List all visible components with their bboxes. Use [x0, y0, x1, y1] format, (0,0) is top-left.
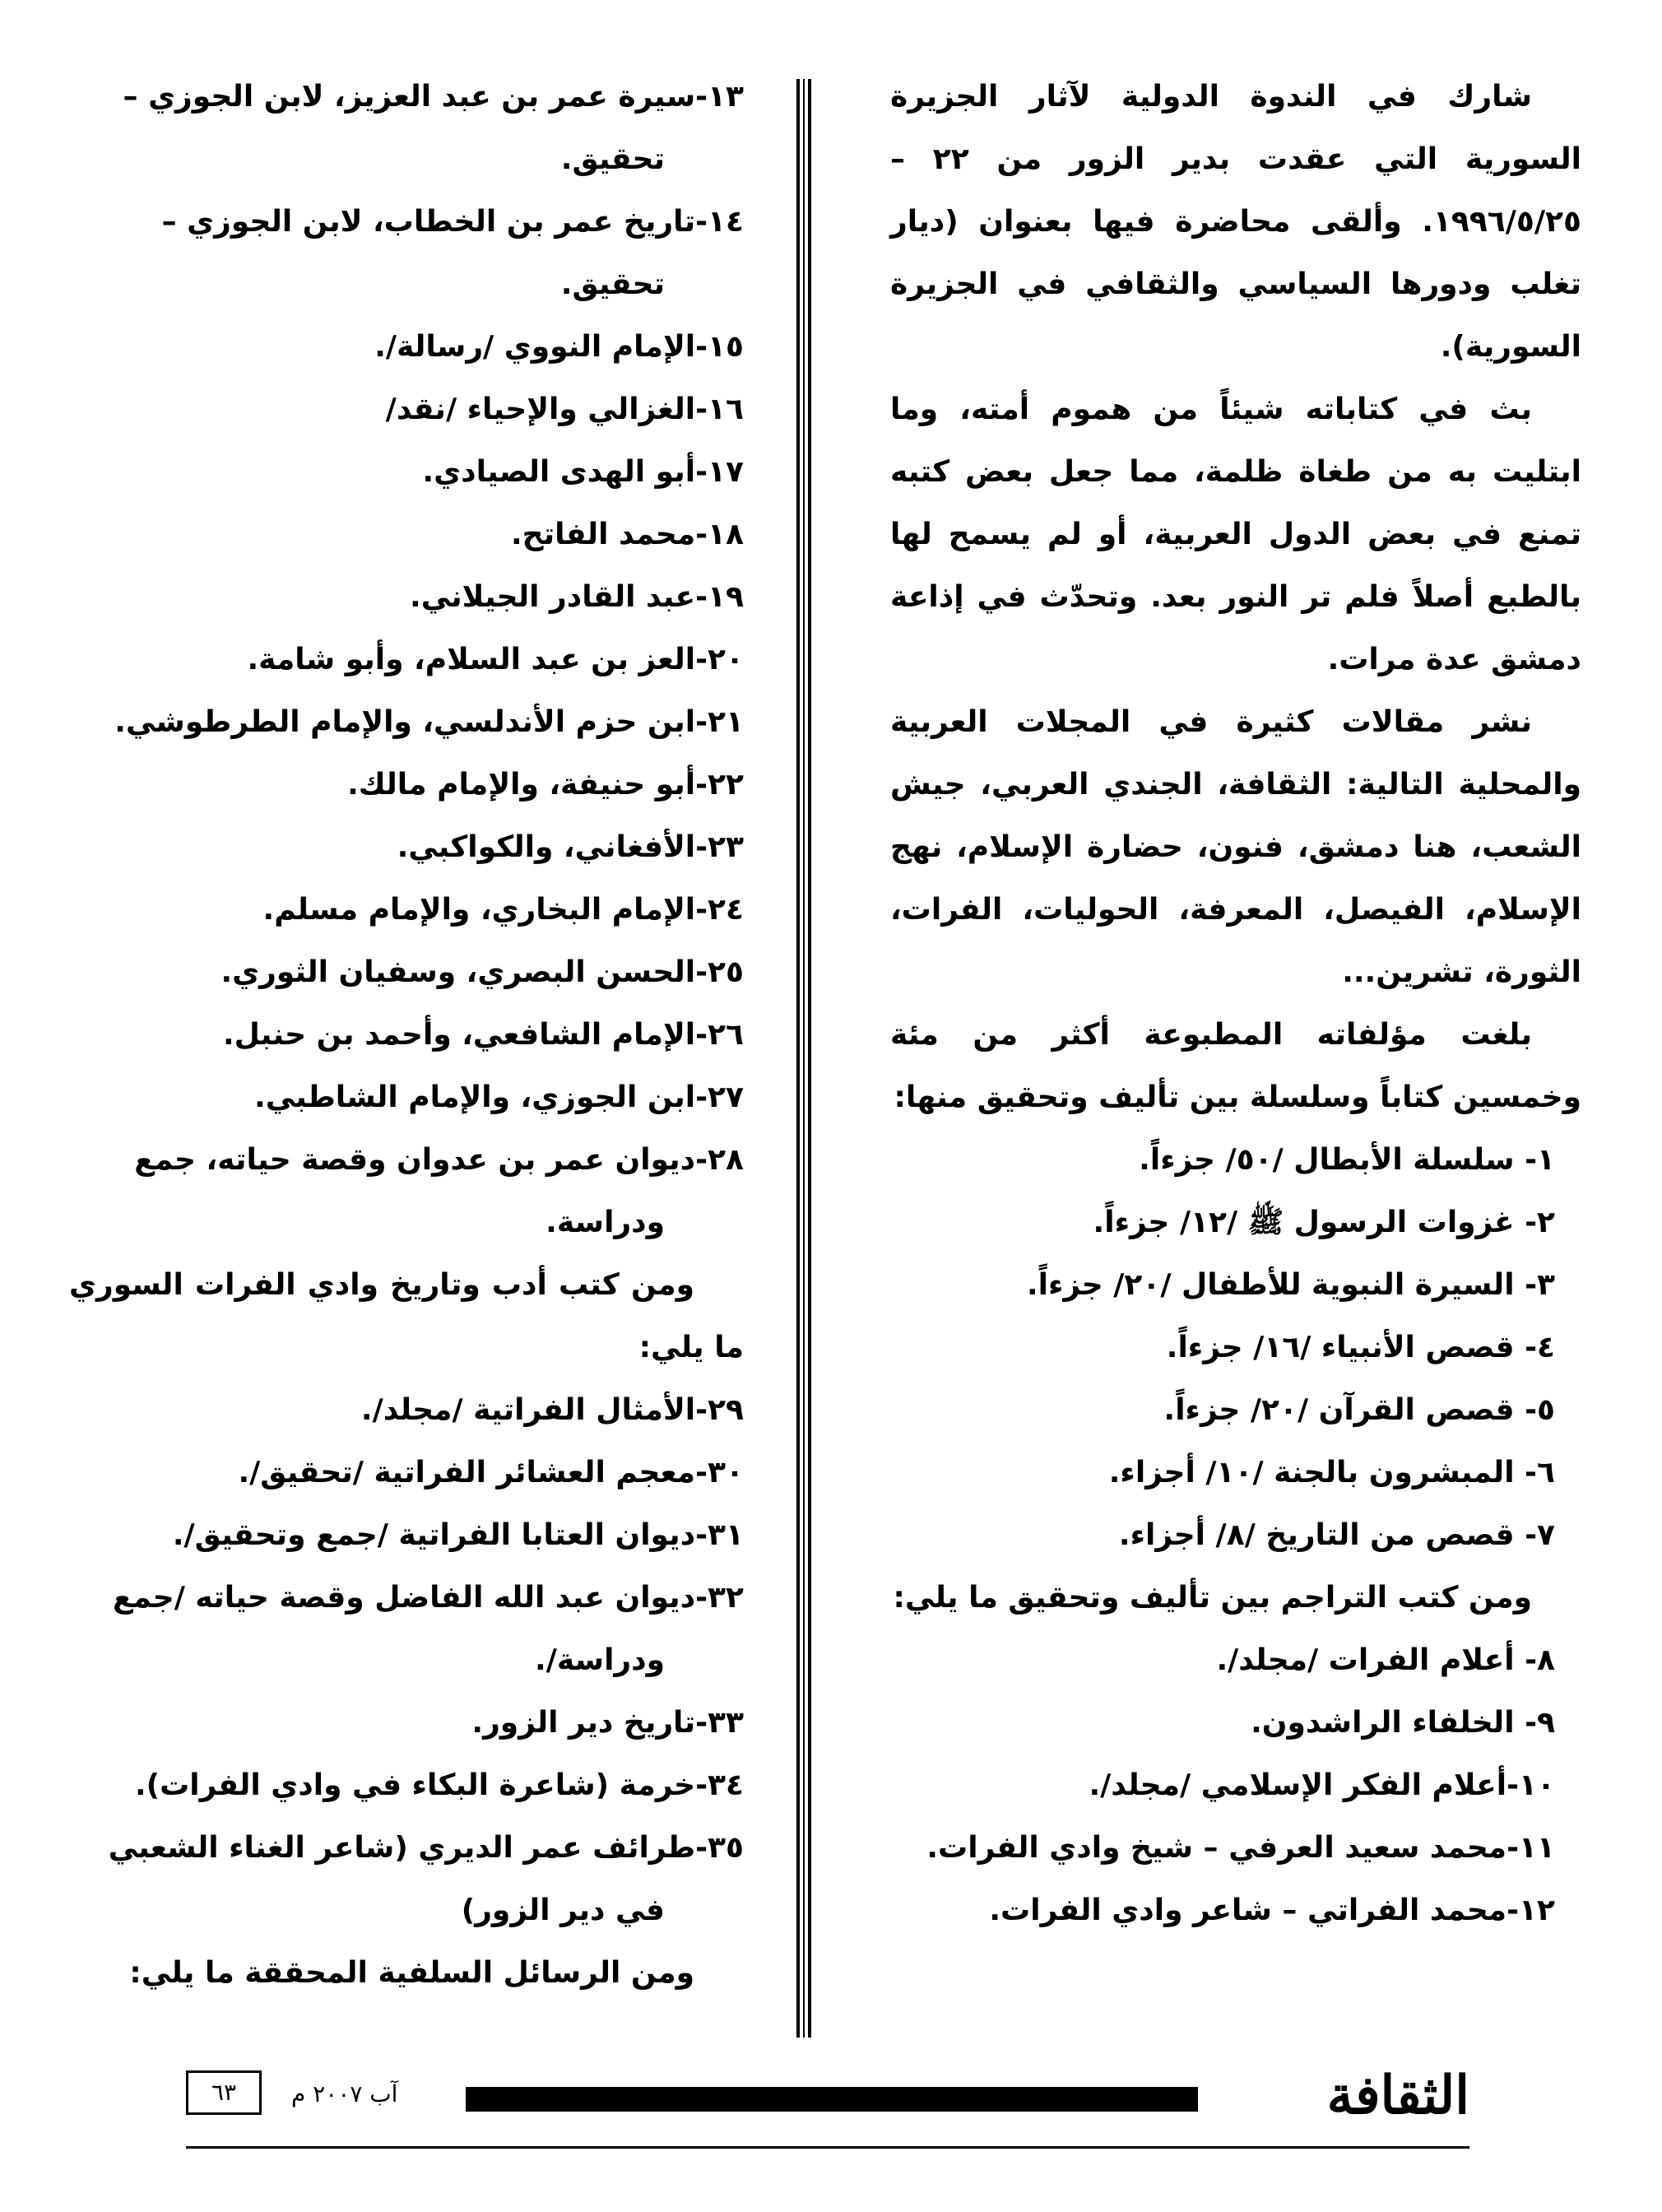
list-item: ٦- المبشرون بالجنة /١٠/ أجزاء. — [1108, 1456, 1555, 1489]
works-list-series — [890, 1129, 1581, 1567]
list-item: ١٣-سيرة عمر بن عبد العزيز، لابن الجوزي – تحقيق. — [123, 80, 744, 176]
list-item: ٣- السيرة النبوية للأطفال /٢٠/ جزءاً. — [1026, 1268, 1555, 1302]
list-item: ٢٧-ابن الجوزي، والإمام الشاطبي. — [254, 1080, 744, 1114]
works-list-euphrates — [69, 1379, 744, 1942]
list-item: ٢٠-العز بن عبد السلام، وأبو شامة. — [247, 643, 744, 676]
list-item: ٢- غزوات الرسول ﷺ /١٢/ جزءاً. — [1093, 1206, 1555, 1239]
list-item: ٤- قصص الأنبياء /١٦/ جزءاً. — [1166, 1331, 1555, 1364]
list-item: ١١-محمد سعيد العرفي – شيخ وادي الفرات. — [926, 1831, 1555, 1865]
list-item: ٢٤-الإمام البخاري، والإمام مسلم. — [262, 893, 744, 927]
list-item: ٢٩-الأمثال الفراتية /مجلد/. — [360, 1393, 744, 1427]
paragraph-articles: نشر مقالات كثيرة في المجلات العربية والمحلية التالية: الثقافة، الجندي العربي، جيش الشعب، هنا دمشق، فنون، حضارة الإسلام، نهج الإسلام، الفيصل، المعرفة، الحوليات، الفرات، الثورة، تشرين... — [890, 705, 1581, 989]
footer-bar — [466, 2087, 1198, 2112]
issue-date: آب ٢٠٠٧ م — [291, 2080, 398, 2107]
paragraph-biographies: ومن كتب التراجم بين تأليف وتحقيق ما يلي: — [893, 1581, 1532, 1615]
list-item: ١٨-محمد الفاتح. — [510, 518, 744, 551]
list-item: ٢٣-الأفغاني، والكواكبي. — [397, 830, 744, 864]
paragraph-works-count: بلغت مؤلفاته المطبوعة أكثر من مئة وخمسين كتاباً وسلسلة بين تأليف وتحقيق منها: — [890, 1018, 1581, 1114]
list-item: ٣٤-خرمة (شاعرة البكاء في وادي الفرات). — [134, 1768, 744, 1802]
list-item: ١٦-الغزالي والإحياء /نقد/ — [385, 393, 744, 426]
works-list-biographies — [890, 1629, 1581, 1942]
list-item: ١٤-تاريخ عمر بن الخطاب، لابن الجوزي – تحقيق. — [161, 205, 744, 301]
list-item: ١٢-محمد الفراتي – شاعر وادي الفرات. — [989, 1894, 1555, 1927]
list-item: ٣٢-ديوان عبد الله الفاضل وقصة حياته /جمع ودراسة/. — [113, 1581, 744, 1677]
list-item: ٩- الخلفاء الراشدون. — [1251, 1706, 1555, 1740]
list-item: ٣٠-معجم العشائر الفراتية /تحقيق/. — [238, 1456, 744, 1489]
list-item: ٢٨-ديوان عمر بن عدوان وقصة حياته، جمع ودراسة. — [134, 1143, 744, 1239]
right-column — [890, 66, 1581, 2008]
paragraph-symposium: شارك في الندوة الدولية لآثار الجزيرة السورية التي عقدت بدير الزور من ٢٢ – ١٩٩٦/٥/٢٥. وألقى محاضرة فيها بعنوان (ديار تغلب ودورها السياسي والثقافي في الجزيرة السورية). — [890, 80, 1581, 364]
list-item: ٣٣-تاريخ دير الزور. — [471, 1706, 744, 1740]
list-item: ١٩-عبد القادر الجيلاني. — [410, 580, 744, 614]
magazine-logo: الثقافة — [1326, 2065, 1469, 2126]
paragraph-euphrates-books: ومن كتب أدب وتاريخ وادي الفرات السوري ما يلي: — [69, 1268, 744, 1364]
list-item: ٢٢-أبو حنيفة، والإمام مالك. — [347, 768, 744, 802]
list-item: ٢١-ابن حزم الأندلسي، والإمام الطرطوشي. — [114, 705, 744, 739]
column-divider — [796, 79, 811, 2038]
list-item: ٣١-ديوان العتابا الفراتية /جمع وتحقيق/. — [172, 1518, 744, 1552]
paragraph-salafi-letters: ومن الرسائل السلفية المحققة ما يلي: — [129, 1956, 694, 1990]
list-item: ٥- قصص القرآن /٢٠/ جزءاً. — [1163, 1393, 1555, 1427]
page-number: ٦٣ — [186, 2070, 262, 2115]
list-item: ١- سلسلة الأبطال /٥٠/ جزءاً. — [1139, 1143, 1555, 1177]
list-item: ٢٥-الحسن البصري، وسفيان الثوري. — [221, 955, 744, 989]
list-item: ٨- أعلام الفرات /مجلد/. — [1216, 1643, 1555, 1677]
list-item: ١٥-الإمام النووي /رسالة/. — [374, 330, 744, 364]
footer-rule — [186, 2146, 1469, 2149]
page-footer — [186, 2067, 1469, 2125]
list-item: ٢٦-الإمام الشافعي، وأحمد بن حنبل. — [222, 1018, 744, 1052]
paragraph-writings: بث في كتاباته شيئاً من هموم أمته، وما ابتليت به من طغاة ظلمة، مما جعل بعض كتبه تمنع في بعض الدول العربية، أو لم يسمح لها بالطبع أصلاً فلم تر النور بعد. وتحدّث في إذاعة دمشق عدة مرات. — [890, 393, 1581, 676]
works-list-continued — [69, 66, 744, 1254]
list-item: ٧- قصص من التاريخ /٨/ أجزاء. — [1118, 1518, 1555, 1552]
list-item: ٣٥-طرائف عمر الديري (شاعر الغناء الشعبي في دير الزور) — [108, 1831, 744, 1927]
list-item: ١٧-أبو الهدى الصيادي. — [422, 455, 744, 489]
list-item: ١٠-أعلام الفكر الإسلامي /مجلد/. — [1089, 1768, 1555, 1802]
left-column — [69, 66, 744, 2008]
